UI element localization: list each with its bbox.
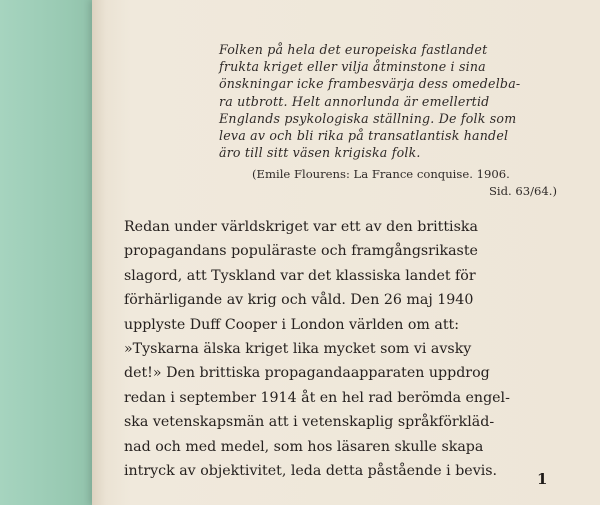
quote-line: Folken på hela det europeiska fastlandet [219,42,488,57]
page-number: 1 [537,470,548,488]
epigraph-quote [219,41,559,161]
body-line: upplyste Duff Cooper i London världen om att: [124,316,460,333]
green-cover-edge [0,0,100,505]
body-line: Redan under världskriget var ett av den brittiska [124,219,478,235]
body-line: ska vetenskapsmän att i vetenskaplig språkförkläd- [124,414,495,431]
citation-line: Sid. 63/64.) [488,184,557,199]
citation-line: (Emile Flourens: La France conquise. 1906. [252,167,510,181]
quote-line: Englands psykologiska ställning. De folk som [219,110,517,126]
body-line: propagandans populäraste och framgångsrikaste [124,243,478,260]
quote-line: önskningar icke frambesvärja dess omedelba- [219,76,521,92]
body-line: slagord, att Tyskland var det klassiska landet för [124,267,476,284]
body-line: redan i september 1914 åt en hel rad berömda engel- [124,389,510,406]
body-line: intryck av objektivitet, leda detta påstående i bevis. [124,463,498,480]
quote-line: frukta kriget eller vilja åtminstone i sina [219,59,486,75]
body-line: nad och med medel, som hos läsaren skulle skapa [124,438,484,455]
quote-line: äro till sitt väsen krigiska folk. [219,145,421,161]
quote-line: ra utbrott. Helt annorlunda är emellertid [219,93,490,109]
body-line: det!» Den brittiska propagandaapparaten uppdrog [124,365,490,382]
body-line: »Tyskarna älska kriget lika mycket som vi avsky [124,341,472,358]
body-line: förhärligande av krig och våld. Den 26 maj 1940 [124,292,474,309]
quote-line: leva av och bli rika på transatlantisk handel [219,128,509,144]
quote-citation [252,166,557,200]
body-paragraph [124,215,554,483]
